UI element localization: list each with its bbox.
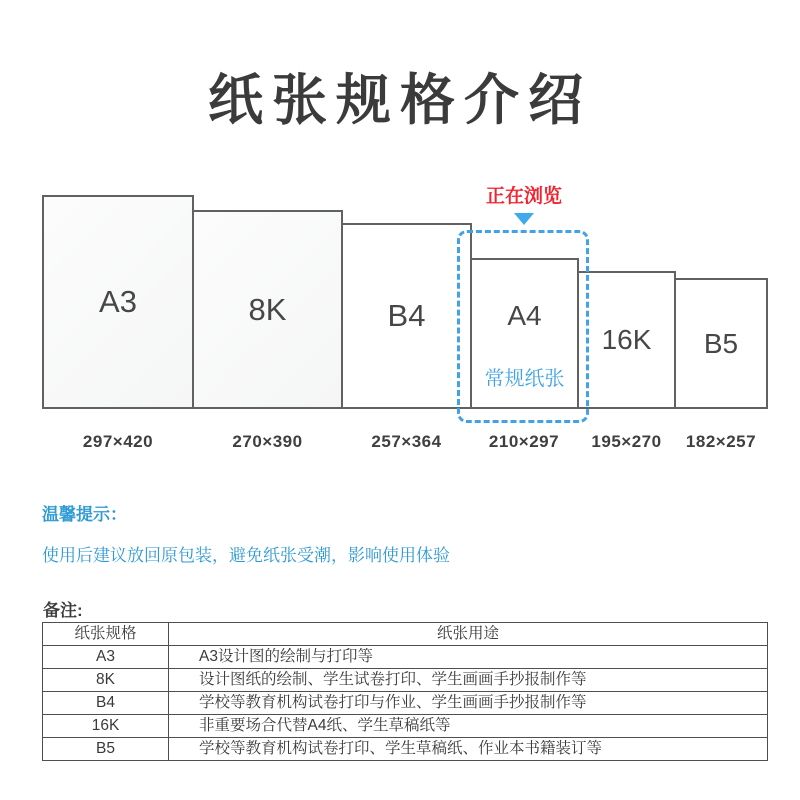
paper-box-16k [577,271,676,409]
paper-dims-label: 297×420 [82,432,154,451]
paper-box-a3 [42,195,194,409]
paper-dims-label: 257×364 [371,432,442,451]
table-row [43,669,768,692]
paper-name-label: 8K [248,291,287,327]
table-header-spec: 纸张规格 [43,623,169,646]
highlight-dashed-box [457,230,589,423]
triangle-down-icon [514,213,534,225]
paper-box-b5 [674,278,768,409]
spec-cell: 16K [43,715,169,738]
notes-heading: 备注: [43,601,83,620]
page-title: 纸张规格介绍 [207,69,592,131]
paper-dims-label: 182×257 [685,432,757,451]
usage-cell: 学校等教育机构试卷打印与作业、学生画画手抄报制作等 [169,692,768,715]
table-header-row [43,623,768,646]
spec-cell: B5 [43,738,169,761]
usage-cell: 非重要场合代替A4纸、学生草稿纸等 [169,715,768,738]
spec-cell: A3 [43,646,169,669]
paper-box-b4 [341,223,472,409]
table-header-usage: 纸张用途 [169,623,768,646]
paper-name-label: B4 [387,298,426,333]
spec-cell: B4 [43,692,169,715]
paper-name-label: A4 [507,300,542,331]
paper-box-8k [192,210,343,409]
paper-dims-label: 270×390 [232,432,303,451]
usage-cell: 学校等教育机构试卷打印、学生草稿纸、作业本书籍装订等 [169,738,768,761]
regular-paper-sublabel: 常规纸张 [484,368,565,390]
table-row [43,715,768,738]
usage-cell: 设计图纸的绘制、学生试卷打印、学生画画手抄报制作等 [169,669,768,692]
paper-dims-label: 210×297 [488,432,560,451]
paper-name-label: B5 [703,327,739,359]
table-row [43,692,768,715]
paper-name-label: A3 [99,284,137,319]
paper-name-label: 16K [601,324,652,355]
paper-dims-label: 195×270 [591,432,662,451]
table-row [43,738,768,761]
tips-heading: 温馨提示： [42,505,127,524]
tips-body: 使用后建议放回原包装，避免纸张受潮，影响使用体验 [42,546,450,565]
table-row [43,646,768,669]
paper-usage-table [42,622,768,761]
spec-cell: 8K [43,669,169,692]
browsing-label: 正在浏览 [485,186,562,207]
usage-cell: A3设计图的绘制与打印等 [169,646,768,669]
